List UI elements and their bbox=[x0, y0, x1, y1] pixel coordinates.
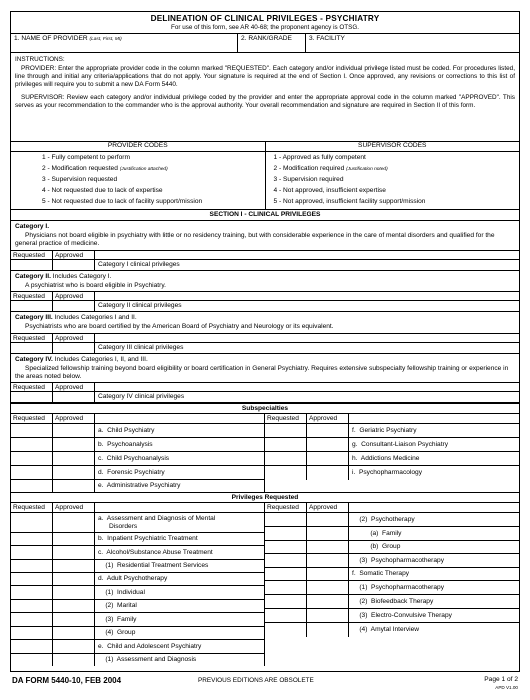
subspecialties-item-label: d. Forensic Psychiatry bbox=[98, 468, 165, 476]
provider-name-field[interactable] bbox=[11, 34, 238, 52]
approved-code-cell[interactable] bbox=[53, 546, 95, 559]
requested-code-cell[interactable] bbox=[11, 533, 53, 545]
category-privilege-row bbox=[11, 392, 519, 403]
provider-code-text: 2 - Modification requested bbox=[42, 165, 120, 172]
approved-code-cell[interactable] bbox=[53, 424, 95, 437]
requested-code-cell[interactable] bbox=[265, 527, 307, 540]
approved-code-cell[interactable] bbox=[53, 613, 95, 626]
approved-code-cell[interactable] bbox=[53, 513, 95, 532]
subspecialties-item-label: c. Child Psychoanalysis bbox=[98, 454, 170, 462]
supervisor-code-item bbox=[266, 163, 520, 174]
category-includes: Includes Categories I, II, and III. bbox=[52, 355, 148, 363]
privileges-item-label: (2) Marital bbox=[98, 602, 137, 610]
approved-code-cell[interactable] bbox=[53, 586, 95, 599]
requested-code-cell[interactable] bbox=[11, 627, 53, 639]
requested-column-label: Requested bbox=[265, 503, 307, 512]
subspecialties-item-row bbox=[11, 466, 264, 480]
requested-approved-header bbox=[265, 503, 519, 513]
requested-code-cell[interactable] bbox=[11, 573, 53, 585]
approved-code-cell[interactable] bbox=[307, 609, 349, 622]
grid-heading: Subspecialties bbox=[11, 403, 519, 414]
approved-code-cell[interactable] bbox=[307, 568, 349, 580]
rank-grade-field[interactable] bbox=[238, 34, 306, 52]
approved-column-label: Approved bbox=[53, 251, 95, 259]
form-frame bbox=[10, 11, 520, 672]
subspecialties-item-label: g. Consultant-Liaison Psychiatry bbox=[352, 440, 449, 448]
privileges-item-row bbox=[11, 546, 264, 560]
subspecialties-block bbox=[11, 403, 519, 492]
requested-code-cell[interactable] bbox=[11, 392, 53, 402]
subspecialties-item-label: b. Psychoanalysis bbox=[98, 440, 153, 448]
privileges-item-row bbox=[11, 627, 264, 640]
approved-code-cell[interactable] bbox=[53, 654, 95, 666]
privileges-item-label: (3) Electro-Convulsive Therapy bbox=[352, 611, 452, 619]
requested-code-cell[interactable] bbox=[265, 609, 307, 622]
privileges-item-label: (a) Family bbox=[352, 529, 402, 537]
requested-code-cell[interactable] bbox=[11, 560, 53, 572]
privileges-item-label: (1) Individual bbox=[98, 588, 145, 596]
blank-header-cell bbox=[95, 292, 519, 300]
requested-code-cell[interactable] bbox=[11, 546, 53, 559]
instructions-heading: INSTRUCTIONS: bbox=[15, 56, 65, 63]
provider-code-text: 3 - Supervision requested bbox=[42, 176, 118, 183]
page-number: Page 1 of 2 bbox=[484, 676, 518, 683]
supervisor-code-text: 1 - Approved as fully competent bbox=[273, 154, 366, 161]
approved-code-cell[interactable] bbox=[307, 623, 349, 637]
category-privilege-label: Category IV clinical privileges bbox=[98, 393, 185, 401]
category-title: Category III. bbox=[15, 314, 53, 322]
subspecialties-item-row bbox=[265, 424, 519, 438]
provider-name-hint: (Last, First, MI) bbox=[89, 37, 122, 42]
category-title: Category I. bbox=[15, 223, 50, 230]
approved-code-cell[interactable] bbox=[307, 438, 349, 451]
provider-code-note: (Justification attached) bbox=[119, 167, 168, 172]
privileges-item-row bbox=[11, 533, 264, 546]
subspecialties-item-label: e. Administrative Psychiatry bbox=[98, 482, 181, 490]
approved-column-label: Approved bbox=[53, 292, 95, 300]
approved-code-cell[interactable] bbox=[53, 301, 95, 311]
requested-code-cell[interactable] bbox=[265, 541, 307, 553]
form-title-block bbox=[11, 12, 519, 34]
privileges-item-label: (4) Group bbox=[98, 629, 136, 637]
provider-code-item bbox=[11, 152, 265, 163]
supervisor-code-text: 2 - Modification required bbox=[273, 165, 347, 172]
grid-heading: Privileges Requested bbox=[11, 492, 519, 503]
requested-approved-header bbox=[265, 414, 519, 424]
privileges-item-label: b. Inpatient Psychiatric Treatment bbox=[98, 535, 198, 543]
requested-approved-header bbox=[11, 333, 519, 343]
privileges-item-label: (2) Biofeedback Therapy bbox=[352, 597, 434, 605]
privileges-item-row bbox=[265, 541, 519, 554]
provider-codes-heading: PROVIDER CODES bbox=[11, 142, 265, 152]
category-block bbox=[11, 354, 519, 382]
requested-code-cell[interactable] bbox=[265, 554, 307, 567]
requested-column-label: Requested bbox=[11, 251, 53, 259]
category-privilege-row bbox=[11, 301, 519, 312]
approved-column-label: Approved bbox=[307, 503, 349, 512]
supervisor-instructions: SUPERVISOR: Review each category and/or individual privilege coded by the provider and enter the appropriate approval code in the column marked "APPROVED". This serves as your recommendation to the commander who is the approval authority. Your overall recommendation and signature are required in Section II of this form. bbox=[15, 94, 515, 109]
requested-code-cell[interactable] bbox=[11, 586, 53, 599]
blank-header-cell bbox=[349, 414, 519, 423]
privileges-item-row bbox=[11, 600, 264, 613]
requested-code-cell[interactable] bbox=[11, 343, 53, 353]
category-description: Specialized fellowship training beyond board eligibility or board certification in General Psychiatry. Requires extensive subspecialty fellowship training or experience in the areas noted below. bbox=[15, 364, 509, 381]
approved-code-cell[interactable] bbox=[53, 480, 95, 492]
requested-approved-header bbox=[11, 382, 519, 392]
subspecialties-item-row bbox=[11, 438, 264, 452]
requested-code-cell[interactable] bbox=[11, 600, 53, 612]
facility-label: 3. FACILITY bbox=[309, 35, 345, 42]
requested-code-cell[interactable] bbox=[11, 513, 53, 532]
privileges-item-label: (b) Group bbox=[352, 543, 401, 551]
supervisor-codes-heading: SUPERVISOR CODES bbox=[266, 142, 520, 152]
requested-column-label: Requested bbox=[11, 334, 53, 342]
category-privilege-label: Category III clinical privileges bbox=[98, 343, 184, 351]
privileges-item-row bbox=[265, 581, 519, 595]
form-footer bbox=[10, 675, 520, 695]
subspecialties-item-row bbox=[11, 480, 264, 492]
supervisor-code-text: 3 - Supervision required bbox=[273, 176, 344, 183]
supervisor-code-text: 4 - Not approved, insufficient expertise bbox=[273, 187, 386, 194]
approved-code-cell[interactable] bbox=[307, 541, 349, 553]
privileges-item-label: (3) Psychopharmacotherapy bbox=[352, 556, 444, 564]
approved-code-cell[interactable] bbox=[53, 560, 95, 572]
approved-code-cell[interactable] bbox=[53, 438, 95, 451]
supervisor-code-note: (Justification noted) bbox=[346, 167, 388, 172]
supervisor-code-item bbox=[266, 196, 520, 207]
approved-code-cell[interactable] bbox=[53, 466, 95, 479]
approved-column-label: Approved bbox=[307, 414, 349, 423]
requested-code-cell[interactable] bbox=[11, 640, 53, 653]
requested-code-cell[interactable] bbox=[11, 654, 53, 666]
privileges-item-row bbox=[11, 586, 264, 600]
category-includes: Includes Categories I and II. bbox=[52, 314, 137, 322]
requested-approved-header bbox=[11, 291, 519, 301]
privileges-item-label: (2) Psychotherapy bbox=[352, 515, 415, 523]
codes-table bbox=[11, 142, 519, 210]
provider-code-text: 4 - Not requested due to lack of expertise bbox=[42, 187, 163, 194]
privileges-item-label: c. Alcohol/Substance Abuse Treatment bbox=[98, 548, 213, 556]
supervisor-code-text: 5 - Not approved, insufficient facility support/mission bbox=[273, 198, 426, 205]
privileges-item-label: d. Adult Psychotherapy bbox=[98, 575, 168, 583]
provider-code-item bbox=[11, 185, 265, 196]
requested-code-cell[interactable] bbox=[265, 452, 307, 465]
form-subtitle: For use of this form, see AR 40-68; the proponent agency is OTSG. bbox=[171, 24, 359, 32]
requested-column-label: Requested bbox=[11, 292, 53, 300]
privileges-item-row bbox=[265, 554, 519, 568]
approved-code-cell[interactable] bbox=[307, 581, 349, 594]
approved-code-cell[interactable] bbox=[53, 627, 95, 639]
subspecialties-item-row bbox=[11, 452, 264, 466]
category-privilege-label: Category I clinical privileges bbox=[98, 260, 180, 268]
privileges-item-row bbox=[11, 640, 264, 654]
provider-name-label: 1. NAME OF PROVIDER bbox=[14, 35, 88, 42]
privileges-item-label: (1) Residential Treatment Services bbox=[98, 562, 209, 570]
approved-code-cell[interactable] bbox=[53, 452, 95, 465]
rank-grade-label: 2. RANK/GRADE bbox=[241, 35, 292, 42]
subspecialties-item-label: h. Addictions Medicine bbox=[352, 454, 420, 462]
subspecialties-item-row bbox=[11, 424, 264, 438]
approved-code-cell[interactable] bbox=[53, 392, 95, 402]
category-privilege-label: Category II clinical privileges bbox=[98, 302, 182, 310]
blank-header-cell bbox=[95, 334, 519, 342]
requested-code-cell[interactable] bbox=[11, 301, 53, 311]
privileges-item-row bbox=[11, 513, 264, 533]
category-block bbox=[11, 221, 519, 249]
category-block bbox=[11, 312, 519, 331]
category-block bbox=[11, 271, 519, 290]
privileges-block bbox=[11, 492, 519, 666]
approved-code-cell[interactable] bbox=[307, 527, 349, 540]
previous-editions-note: PREVIOUS EDITIONS ARE OBSOLETE bbox=[198, 677, 314, 684]
category-privilege-row bbox=[11, 260, 519, 271]
subspecialties-item-row bbox=[265, 438, 519, 452]
requested-code-cell[interactable] bbox=[11, 466, 53, 479]
requested-code-cell[interactable] bbox=[265, 595, 307, 608]
privileges-item-row bbox=[11, 573, 264, 586]
category-title: Category IV. bbox=[15, 355, 53, 363]
supervisor-code-item bbox=[266, 185, 520, 196]
requested-code-cell[interactable] bbox=[265, 438, 307, 451]
supervisor-code-item bbox=[266, 152, 520, 163]
approved-code-cell[interactable] bbox=[307, 466, 349, 480]
requested-code-cell[interactable] bbox=[11, 452, 53, 465]
category-description: A psychiatrist who is board eligible in Psychiatry. bbox=[25, 281, 166, 289]
subspecialties-item-label: a. Child Psychiatry bbox=[98, 426, 155, 434]
privileges-item-label: e. Child and Adolescent Psychiatry bbox=[98, 642, 202, 650]
privileges-item-label: a. Assessment and Diagnosis of Mental Disorders bbox=[98, 514, 216, 530]
approved-code-cell[interactable] bbox=[307, 452, 349, 465]
apd-version: APD V1.00 bbox=[495, 685, 518, 690]
provider-code-item bbox=[11, 196, 265, 207]
facility-field[interactable] bbox=[306, 34, 519, 52]
requested-code-cell[interactable] bbox=[11, 480, 53, 492]
provider-code-text: 5 - Not requested due to lack of facility support/mission bbox=[42, 198, 203, 205]
blank-header-cell bbox=[349, 503, 519, 512]
privileges-item-label: (1) Psychopharmacotherapy bbox=[352, 583, 444, 591]
provider-instructions: PROVIDER: Enter the appropriate provider code in the column marked "REQUESTED". Each category and/or individual privilege listed must be coded. For procedures listed, line through and initial any criteria/applications that do not apply. Your signature is required at the end of Section I. Once approved, any revisions or corrections to this list of privileges will require you to submit a new DA Form 5440. bbox=[15, 65, 515, 88]
identification-row bbox=[11, 34, 519, 53]
provider-code-item bbox=[11, 163, 265, 174]
approved-code-cell[interactable] bbox=[53, 533, 95, 545]
subspecialties-item-row bbox=[265, 466, 519, 480]
section-1-heading: SECTION I - CLINICAL PRIVILEGES bbox=[11, 210, 519, 221]
approved-column-label: Approved bbox=[53, 383, 95, 391]
privileges-item-label: (3) Family bbox=[98, 615, 137, 623]
requested-column-label: Requested bbox=[11, 414, 53, 423]
blank-header-cell bbox=[95, 383, 519, 391]
privileges-item-label: (1) Assessment and Diagnosis bbox=[98, 656, 197, 664]
requested-column-label: Requested bbox=[265, 414, 307, 423]
approved-code-cell[interactable] bbox=[53, 343, 95, 353]
requested-code-cell[interactable] bbox=[11, 438, 53, 451]
requested-code-cell[interactable] bbox=[265, 513, 307, 526]
privileges-item-row bbox=[11, 654, 264, 666]
privileges-item-row bbox=[265, 595, 519, 609]
requested-approved-header bbox=[11, 250, 519, 260]
approved-code-cell[interactable] bbox=[53, 260, 95, 270]
approved-code-cell[interactable] bbox=[307, 513, 349, 526]
privileges-item-row bbox=[11, 613, 264, 627]
approved-column-label: Approved bbox=[53, 414, 95, 423]
blank-header-cell bbox=[95, 251, 519, 259]
requested-code-cell[interactable] bbox=[265, 466, 307, 480]
requested-code-cell[interactable] bbox=[265, 424, 307, 437]
blank-header-cell bbox=[95, 503, 264, 512]
requested-column-label: Requested bbox=[11, 383, 53, 391]
privileges-item-row bbox=[265, 568, 519, 581]
supervisor-code-item bbox=[266, 174, 520, 185]
privileges-item-row bbox=[265, 623, 519, 637]
approved-column-label: Approved bbox=[53, 503, 95, 512]
category-description: Psychiatrists who are board certified by the American Board of Psychiatry and Neurology or its equivalent. bbox=[25, 323, 334, 331]
subspecialties-item-row bbox=[265, 452, 519, 466]
requested-code-cell[interactable] bbox=[11, 424, 53, 437]
requested-code-cell[interactable] bbox=[11, 260, 53, 270]
approved-code-cell[interactable] bbox=[307, 595, 349, 608]
approved-code-cell[interactable] bbox=[53, 600, 95, 612]
requested-approved-header bbox=[11, 503, 264, 513]
requested-code-cell[interactable] bbox=[265, 623, 307, 637]
approved-code-cell[interactable] bbox=[307, 424, 349, 437]
approved-code-cell[interactable] bbox=[307, 554, 349, 567]
provider-codes bbox=[11, 142, 266, 209]
form-title: DELINEATION OF CLINICAL PRIVILEGES - PSYCHIATRY bbox=[150, 14, 380, 23]
privileges-item-row bbox=[265, 609, 519, 623]
approved-code-cell[interactable] bbox=[53, 573, 95, 585]
requested-column-label: Requested bbox=[11, 503, 53, 512]
approved-code-cell[interactable] bbox=[53, 640, 95, 653]
category-privilege-row bbox=[11, 343, 519, 354]
subspecialties-item-label: i. Psychopharmacology bbox=[352, 469, 423, 477]
provider-code-item bbox=[11, 174, 265, 185]
blank-header-cell bbox=[95, 414, 264, 423]
form-page bbox=[10, 11, 520, 690]
privileges-item-row bbox=[265, 527, 519, 541]
privileges-item-row bbox=[11, 560, 264, 573]
category-description: Physicians not board eligible in psychiatry with little or no residency training, but with considerable experience in the care of mental disorders and qualified for the general practice of medicine. bbox=[15, 232, 495, 248]
categories bbox=[11, 221, 519, 403]
privileges-item-label: (4) Amytal Interview bbox=[352, 626, 420, 634]
requested-code-cell[interactable] bbox=[265, 568, 307, 580]
category-title: Category II. bbox=[15, 272, 51, 280]
requested-approved-header bbox=[11, 414, 264, 424]
form-number: DA FORM 5440-10, FEB 2004 bbox=[12, 676, 122, 685]
provider-code-text: 1 - Fully competent to perform bbox=[42, 154, 130, 161]
requested-code-cell[interactable] bbox=[11, 613, 53, 626]
instructions bbox=[11, 53, 519, 142]
privileges-item-row bbox=[265, 513, 519, 527]
requested-code-cell[interactable] bbox=[265, 581, 307, 594]
privileges-item-label: f. Somatic Therapy bbox=[352, 570, 410, 578]
subspecialties-item-label: f. Geriatric Psychiatry bbox=[352, 426, 417, 434]
category-includes: Includes Category I. bbox=[50, 272, 112, 280]
supervisor-codes bbox=[266, 142, 520, 209]
approved-column-label: Approved bbox=[53, 334, 95, 342]
